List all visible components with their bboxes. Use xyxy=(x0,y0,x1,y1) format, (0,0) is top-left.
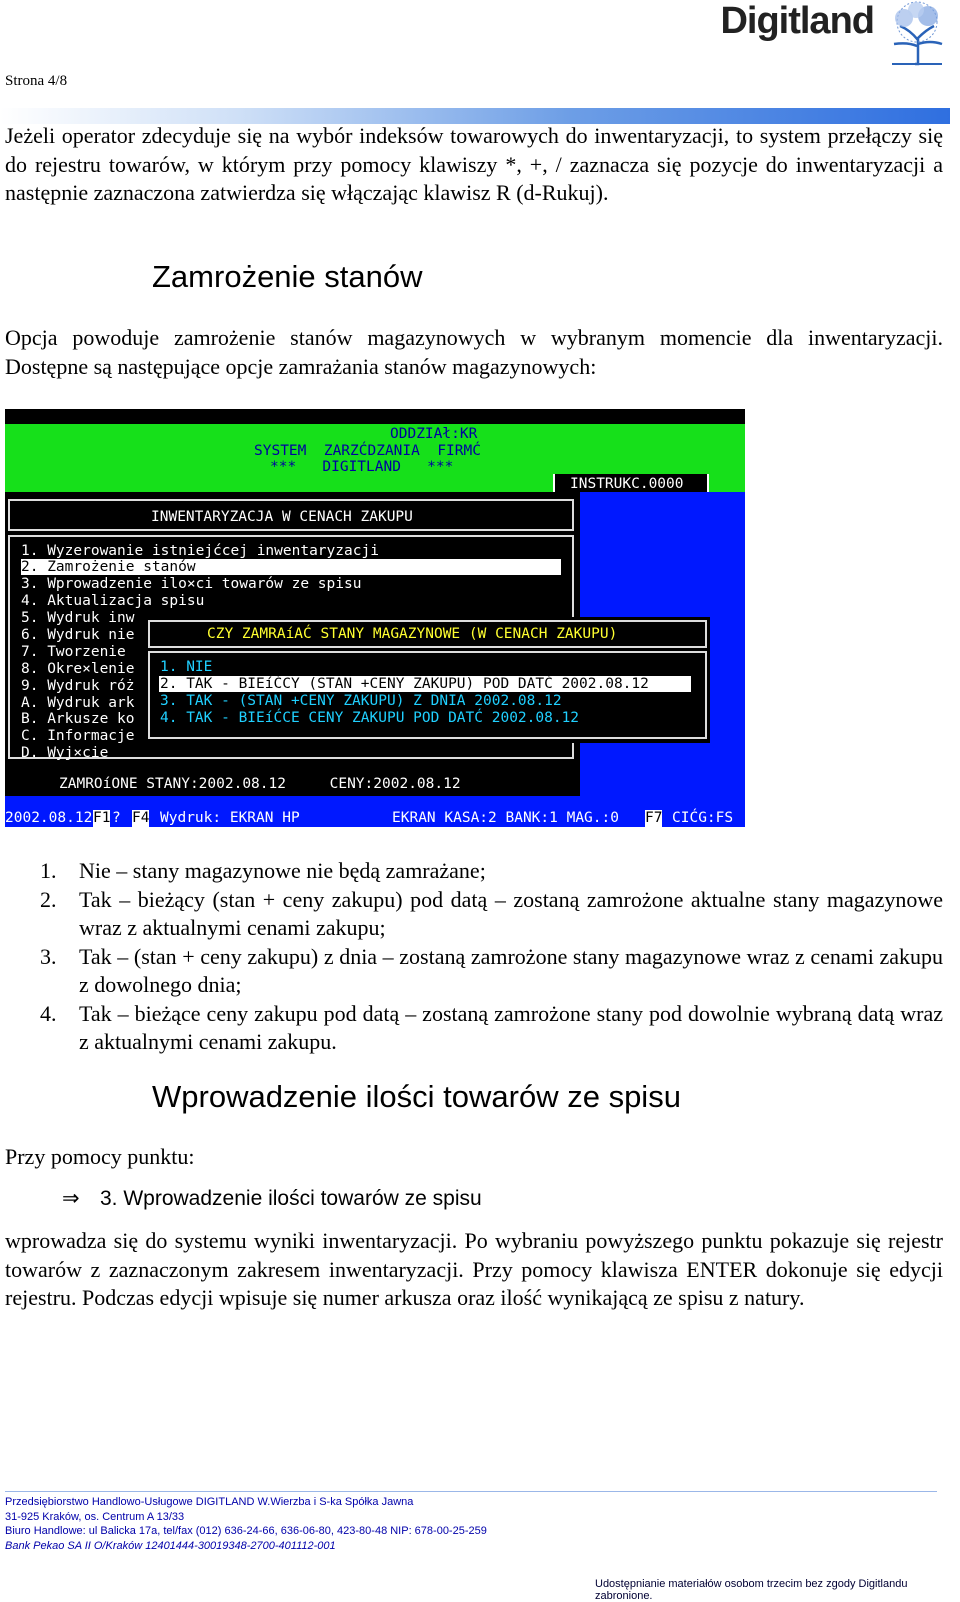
system-title: SYSTEM ZARZĆDZANIA FIRMĆ xyxy=(254,443,481,459)
status-date: 2002.08.12 xyxy=(5,810,93,826)
f7-key[interactable]: F7 xyxy=(645,810,663,826)
logo-text: Digitland xyxy=(720,0,874,42)
dialog-option-3[interactable]: 3. TAK - (STAN +CENY ZAKUPU) Z DNIA 2002.08.12 xyxy=(160,693,562,709)
list-item-text: Nie – stany magazynowe nie będą zamrażane; xyxy=(79,858,486,883)
menu-item-d[interactable]: D. Wyj×cie xyxy=(21,745,109,761)
menu-point-bullet xyxy=(62,1186,482,1211)
footer-company: Przedsiębiorstwo Handlowo-Usługowe DIGITLAND W.Wierzba i S-ka Spółka Jawna xyxy=(5,1496,414,1508)
dialog-option-1[interactable]: 1. NIE xyxy=(160,659,213,675)
branch-label: ODDZIAł:KR xyxy=(390,426,478,442)
menu-item-5[interactable]: 5. Wydruk inw xyxy=(21,610,135,626)
list-item-text: Tak – bieżące ceny zakupu pod datą – zostaną zamrożone stany pod dowolnie wybraną datą wraz z aktualnymi cenami zakupu. xyxy=(79,1000,943,1054)
freeze-options-list xyxy=(5,857,943,1057)
footer-divider xyxy=(5,1491,937,1492)
dialog-option-2[interactable]: 2. TAK - BIEíĆCY (STAN +CENY ZAKUPU) POD DATĆ 2002.08.12 xyxy=(160,676,649,692)
instr-label: INSTRUKC.0000 xyxy=(570,476,684,492)
menu-item-6[interactable]: 6. Wydruk nie xyxy=(21,627,135,643)
menu-item-8[interactable]: 8. Okre×lenie xyxy=(21,661,135,677)
frozen-status: ZAMROíONE STANY:2002.08.12 CENY:2002.08.12 xyxy=(59,776,461,792)
footer-address: 31-925 Kraków, os. Centrum A 13/33 xyxy=(5,1511,185,1523)
kasa-bank-mag-status: EKRAN KASA:2 BANK:1 MAG.:0 xyxy=(392,810,619,826)
implies-arrow-icon: ⇒ xyxy=(62,1187,80,1210)
footer-bank: Bank Pekao SA II O/Kraków 12401444-30019348-2700-401112-001 xyxy=(5,1540,336,1552)
list-item-number: 3. xyxy=(40,943,57,969)
f4-label: Wydruk: EKRAN HP xyxy=(160,810,300,826)
menu-item-2[interactable]: 2. Zamrożenie stanów xyxy=(21,559,196,575)
list-item xyxy=(5,1000,943,1057)
list-item-number: 2. xyxy=(40,886,57,912)
menu-item-7[interactable]: 7. Tworzenie xyxy=(21,644,126,660)
menu-item-c[interactable]: C. Informacje xyxy=(21,728,135,744)
freeze-description: Opcja powoduje zamrożenie stanów magazynowych w wybranym momencie dla inwentaryzacji. Dostępne są następujące opcje zamrażania stanów magazynowych: xyxy=(5,325,943,379)
tree-logo-icon xyxy=(882,0,952,66)
list-item xyxy=(5,857,943,886)
list-item-number: 4. xyxy=(40,1000,57,1026)
section-heading-freeze: Zamrożenie stanów xyxy=(152,259,423,294)
digitland-logo xyxy=(702,0,952,68)
menu-title: INWENTARYZACJA W CENACH ZAKUPU xyxy=(151,509,413,525)
page-number: Strona 4/8 xyxy=(5,73,68,89)
list-item-number: 1. xyxy=(40,858,57,883)
list-item-text: Tak – (stan + ceny zakupu) z dnia – zostaną zamrożone stany magazynowe wraz z cenami zakupu z dowolnego dnia; xyxy=(79,943,943,997)
entry-description: wprowadza się do systemu wyniki inwentaryzacji. Po wybraniu powyższego punktu pokazuje się rejestr towarów z zaznaczonym zakresem inwentaryzacji. Przy pomocy klawisza ENTER dokonuje się edycji rejestru. Podczas edycji wpisuje się numer arkusza oraz ilość wynikającą ze spisu z natury. xyxy=(5,1228,943,1310)
menu-point-text: 3. Wprowadzenie ilości towarów ze spisu xyxy=(100,1187,482,1210)
list-item-text: Tak – bieżący (stan + ceny zakupu) pod datą – zostaną zamrożone aktualne stany magazynowe wraz z aktualnymi cenami zakupu; xyxy=(79,886,943,940)
f1-label: ? xyxy=(112,810,121,826)
menu-item-b[interactable]: B. Arkusze ko xyxy=(21,711,135,727)
list-item xyxy=(5,886,943,943)
intro-paragraph: Jeżeli operator zdecyduje się na wybór indeksów towarowych do inwentaryzacji, to system przełączy się do rejestru towarów, w którym przy pomocy klawiszy *, +, / zaznacza się pozycje do inwentaryzacji a następnie zaznaczona zatwierdza się włączając klawisz R (d-Rukuj). xyxy=(5,123,943,205)
menu-item-a[interactable]: A. Wydruk ark xyxy=(21,695,135,711)
dialog-title: CZY ZAMRAíAĆ STANY MAGAZYNOWE (W CENACH ZAKUPU) xyxy=(207,626,618,642)
entry-intro: Przy pomocy punktu: xyxy=(5,1144,195,1169)
list-item xyxy=(5,943,943,1000)
footer-copyright-note: Udostępnianie materiałów osobom trzecim bez zgody Digitlandu zabronione. xyxy=(595,1578,908,1602)
menu-item-3[interactable]: 3. Wprowadzenie ilo×ci towarów ze spisu xyxy=(21,576,362,592)
menu-item-4[interactable]: 4. Aktualizacja spisu xyxy=(21,593,205,609)
f4-key[interactable]: F4 xyxy=(132,810,150,826)
footer-office: Biuro Handlowe: ul Balicka 17a, tel/fax (012) 636-24-66, 636-06-80, 423-80-48 NIP: 678-00-25-259 xyxy=(5,1525,487,1537)
f1-key[interactable]: F1 xyxy=(93,810,111,826)
digitland-banner: *** DIGITLAND *** xyxy=(270,459,454,475)
dialog-option-4[interactable]: 4. TAK - BIEíĆCE CENY ZAKUPU POD DATĆ 2002.08.12 xyxy=(160,710,580,726)
menu-item-1[interactable]: 1. Wyzerowanie istniejćcej inwentaryzacji xyxy=(21,543,379,559)
menu-item-9[interactable]: 9. Wydruk róż xyxy=(21,678,135,694)
section-heading-entry: Wprowadzenie ilości towarów ze spisu xyxy=(152,1079,681,1114)
f7-label: CIĆG:FS xyxy=(672,810,734,826)
terminal-screenshot xyxy=(5,409,745,827)
